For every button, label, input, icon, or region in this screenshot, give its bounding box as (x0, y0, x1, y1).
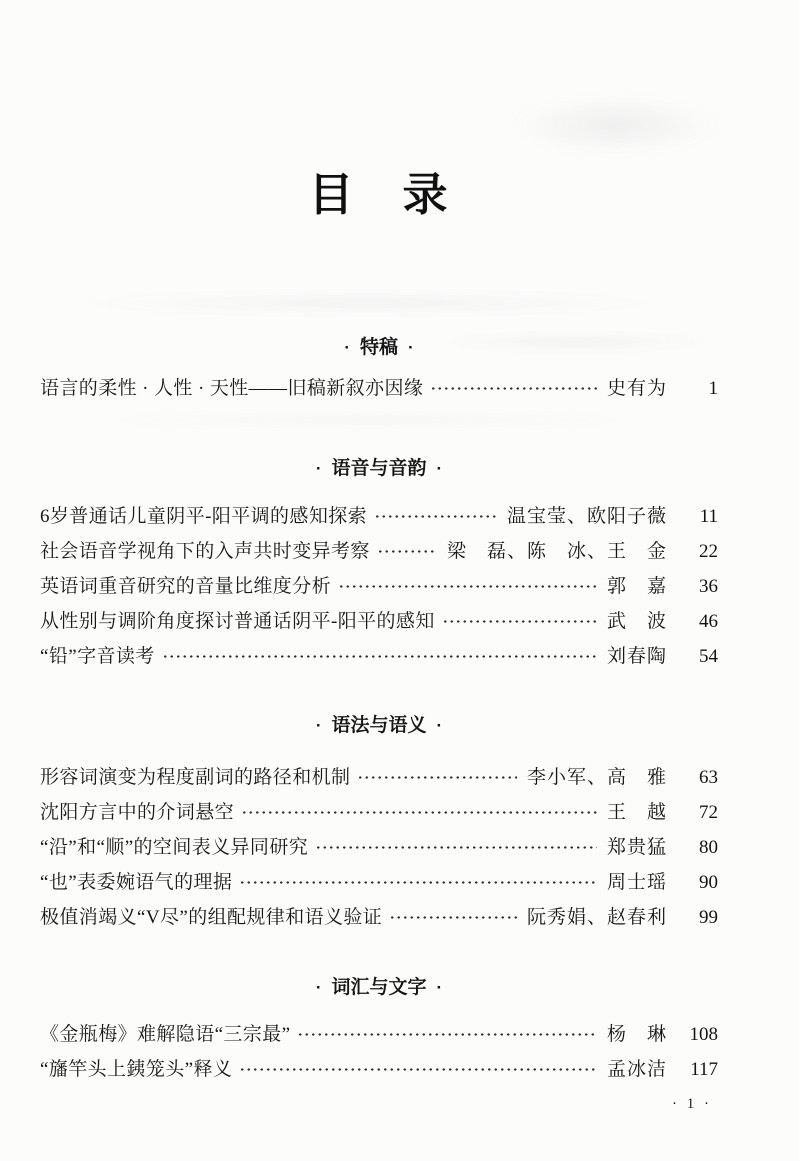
heading-left-dot: · (344, 338, 350, 357)
entry-authors: 梁 磊、陈 冰、王 金 (446, 541, 667, 562)
entry-page-number: 46 (699, 611, 718, 632)
entry-page-number: 22 (699, 541, 718, 562)
entry-page-number: 117 (690, 1059, 718, 1080)
entry-authors: 孟冰洁 (606, 1059, 667, 1080)
entry-page-number: 108 (689, 1024, 718, 1045)
dot-leader (374, 505, 497, 528)
section-entries-yuyin (40, 505, 718, 668)
dot-leader (162, 645, 597, 668)
toc-entry (40, 610, 718, 633)
entry-authors: 周士瑶 (606, 872, 667, 893)
heading-left-dot: · (315, 459, 322, 478)
heading-right-dot: · (436, 716, 443, 735)
dot-leader (338, 575, 597, 598)
dot-leader (377, 540, 437, 563)
dot-leader (239, 1058, 597, 1081)
entry-title: 沈阳方言中的介词悬空 (40, 802, 235, 823)
section-heading-yuyin (40, 458, 718, 479)
section-heading-label: 语音与音韵 (331, 458, 427, 479)
entry-title: 社会语音学视角下的入声共时变异考察 (40, 541, 370, 562)
section-heading-cihui (40, 977, 718, 998)
heading-right-dot: · (436, 459, 443, 478)
heading-left-dot: · (315, 978, 322, 997)
entry-title: “也”表委婉语气的理据 (40, 872, 233, 893)
folio-page-number: · 1 · (672, 1096, 712, 1112)
entry-page-number: 90 (699, 872, 718, 893)
dot-leader (430, 377, 597, 400)
entry-page-number: 1 (708, 378, 718, 399)
heading-right-dot: · (408, 338, 414, 357)
dot-leader (389, 906, 517, 929)
entry-page-number: 63 (699, 767, 718, 788)
entry-title: 从性别与调阶角度探讨普通话阴平-阳平的感知 (40, 611, 435, 632)
dot-leader (315, 836, 597, 859)
entry-title: “旛竿头上銕笼头”释义 (40, 1059, 233, 1080)
entry-title: 极值消竭义“V尽”的组配规律和语义验证 (40, 907, 383, 928)
entry-page-number: 36 (699, 576, 718, 597)
entry-authors: 温宝莹、欧阳子薇 (506, 506, 667, 527)
entry-authors: 杨 琳 (606, 1024, 667, 1045)
entry-authors: 李小军、高 雅 (526, 767, 667, 788)
toc-entry (40, 505, 718, 528)
entry-authors: 武 波 (606, 611, 667, 632)
heading-left-dot: · (315, 716, 322, 735)
toc-entry (40, 377, 718, 400)
entry-page-number: 54 (699, 646, 718, 667)
toc-entry (40, 906, 718, 929)
entry-title: “铅”字音读考 (40, 646, 155, 667)
page-title: 目 录 (308, 169, 450, 220)
heading-right-dot: · (436, 978, 443, 997)
entry-authors: 王 越 (606, 802, 667, 823)
dot-leader (297, 1023, 597, 1046)
section-heading-label: 词汇与文字 (331, 977, 427, 998)
entry-title: 6岁普通话儿童阴平-阳平调的感知探索 (40, 506, 368, 527)
toc-entry (40, 766, 718, 789)
entry-page-number: 72 (699, 802, 718, 823)
dot-leader (241, 801, 597, 824)
section-entries-yufa (40, 766, 718, 929)
section-heading-label: 特稿 (359, 337, 398, 358)
dot-leader (357, 766, 517, 789)
section-heading-yufa (40, 715, 718, 736)
entry-page-number: 99 (699, 907, 718, 928)
section-entries-tegao (40, 377, 718, 400)
entry-page-number: 80 (699, 837, 718, 858)
toc-entry (40, 645, 718, 668)
toc-entry (40, 575, 718, 598)
entry-title: “沿”和“顺”的空间表义异同研究 (40, 837, 309, 858)
toc-entry (40, 1023, 718, 1046)
toc-page (40, 0, 718, 1081)
entry-title: 《金瓶梅》难解隐语“三宗最” (40, 1024, 291, 1045)
section-entries-cihui (40, 1023, 718, 1081)
dot-leader (239, 871, 597, 894)
dot-leader (442, 610, 597, 633)
toc-entry (40, 871, 718, 894)
entry-title: 语言的柔性 · 人性 · 天性——旧稿新叙亦因缘 (40, 378, 424, 399)
section-heading-tegao (40, 337, 718, 358)
entry-title: 形容词演变为程度副词的路径和机制 (40, 767, 351, 788)
entry-authors: 刘春陶 (606, 646, 667, 667)
entry-authors: 史有为 (606, 378, 667, 399)
entry-page-number: 11 (699, 506, 718, 527)
entry-title: 英语词重音研究的音量比维度分析 (40, 576, 332, 597)
toc-entry (40, 1058, 718, 1081)
entry-authors: 郭 嘉 (606, 576, 667, 597)
toc-entry (40, 540, 718, 563)
entry-authors: 阮秀娟、赵春利 (526, 907, 667, 928)
section-heading-label: 语法与语义 (331, 715, 427, 736)
toc-entry (40, 836, 718, 859)
entry-authors: 郑贵猛 (606, 837, 667, 858)
toc-entry (40, 801, 718, 824)
